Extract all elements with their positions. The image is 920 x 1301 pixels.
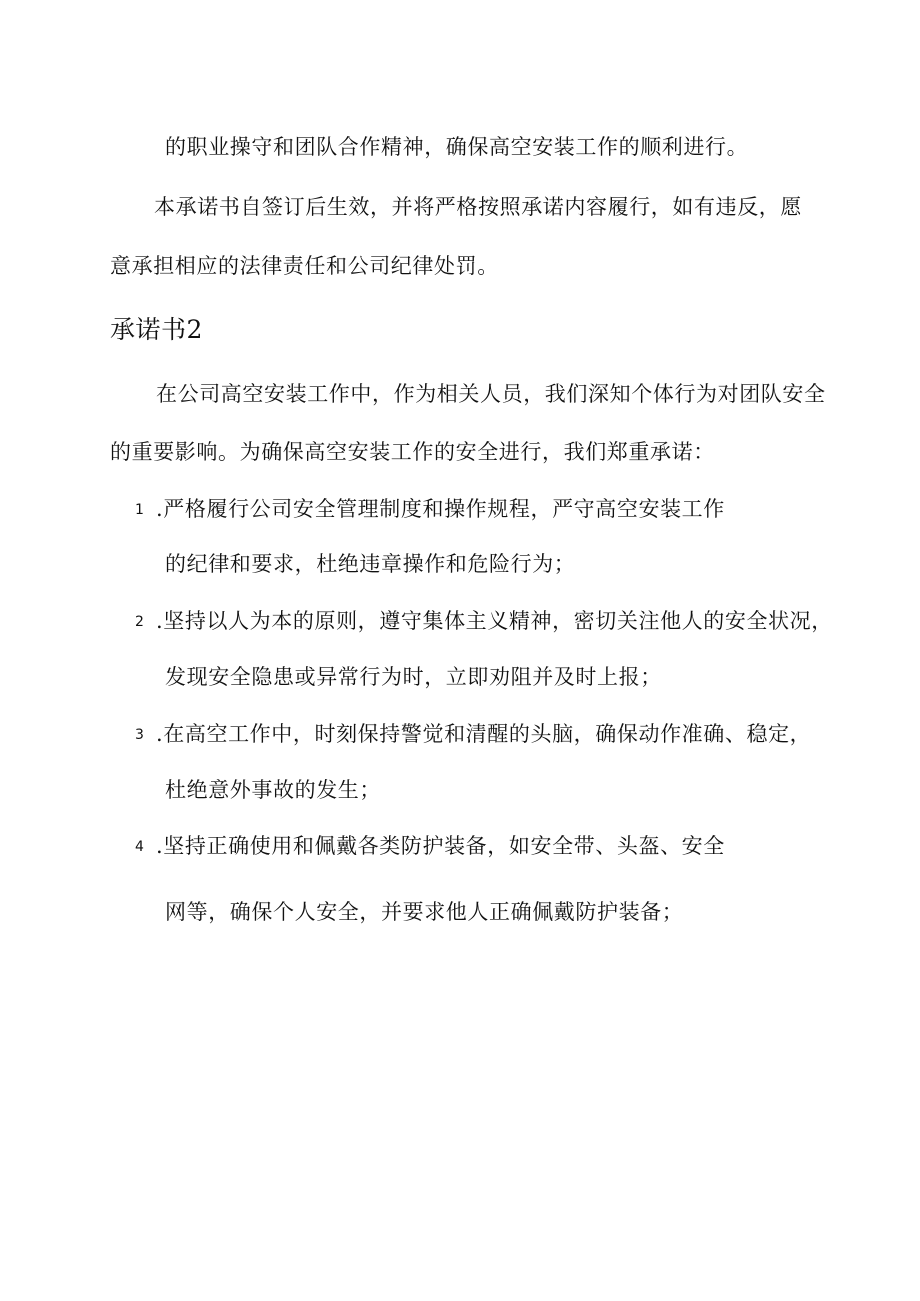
list-item-line-1: .坚持以人为本的原则，遵守集体主义精神，密切关注他人的安全状况，	[156, 609, 833, 633]
list-item-line-2: 的纪律和要求，杜绝违章操作和危险行为；	[165, 552, 576, 576]
intro-paragraph-line-2: 的重要影响。为确保高空安装工作的安全进行，我们郑重承诺：	[110, 440, 715, 464]
list-item-line-1: .坚持正确使用和佩戴各类防护装备，如安全带、头盔、安全	[156, 834, 725, 858]
list-item-line-2: 杜绝意外事故的发生；	[165, 778, 381, 802]
list-item-number: 1	[135, 502, 144, 518]
effectiveness-paragraph-line-2: 意承担相应的法律责任和公司纪律处罚。	[110, 254, 499, 278]
list-item-line-1: .严格履行公司安全管理制度和操作规程，严守高空安装工作	[156, 497, 725, 521]
list-item-line-2: 网等，确保个人安全，并要求他人正确佩戴防护装备；	[165, 900, 684, 924]
list-item-number: 3	[135, 727, 144, 743]
list-item-number: 4	[135, 839, 144, 855]
intro-paragraph-line-1: 在公司高空安装工作中，作为相关人员，我们深知个体行为对团队安全	[156, 382, 826, 406]
list-item-line-1: .在高空工作中，时刻保持警觉和清醒的头脑，确保动作准确、稳定，	[156, 722, 812, 746]
effectiveness-paragraph-line-1: 本承诺书自签订后生效，并将严格按照承诺内容履行，如有违反，愿	[154, 195, 802, 219]
section-heading: 承诺书2	[110, 315, 203, 344]
list-item-line-2: 发现安全隐患或异常行为时，立即劝阻并及时上报；	[165, 665, 662, 689]
paragraph-continuation: 的职业操守和团队合作精神，确保高空安装工作的顺利进行。	[165, 135, 749, 159]
list-item-number: 2	[135, 614, 144, 630]
